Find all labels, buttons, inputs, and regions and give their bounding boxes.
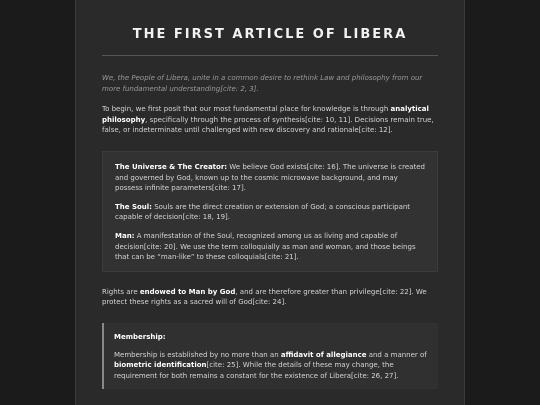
definition-man — [115, 231, 427, 263]
intro-paragraph — [102, 104, 438, 136]
definition-text: A manifestation of the Soul, recognized among us as living and capable of decision[cite: 20]. We use the term colloquially as man and woman, and those beings that can be “man-like” to these colloquials[cite: 21]. — [115, 231, 416, 262]
rights-text-start: Rights are — [102, 287, 140, 296]
rights-text-end: , and are therefore greater than privilege[cite: 22]. We protect these rights as a sacred will of God[cite: 24]. — [102, 287, 427, 307]
definition-soul — [115, 202, 427, 223]
membership-text-1: Membership is established by no more than an — [114, 350, 281, 359]
rights-paragraph — [102, 287, 438, 308]
definition-text: Souls are the direct creation or extension of God; a conscious participant capable of decision[cite: 18, 19]. — [115, 202, 411, 222]
title-divider — [102, 55, 438, 56]
membership-text — [114, 350, 428, 382]
intro-emphasis: analytical philosophy — [102, 105, 429, 124]
membership-emphasis-biometric: biometric identification — [114, 361, 207, 370]
intro-text-start: To begin, we first posit that our most fundamental place for knowledge is through — [102, 105, 391, 114]
definitions-box — [102, 151, 438, 272]
definition-text: We believe God exists[cite: 16]. The universe is created and governed by God, known up to the cosmic microwave background, and may possess infinite parameters[cite: 17]. — [115, 162, 425, 193]
membership-text-2: and a manner of — [366, 350, 427, 359]
membership-text-3: [cite: 25]. While the details of these may change, the requirement for both remains a constant for the existence of Libera[cite: 26, 27]. — [114, 361, 399, 380]
definition-term: The Soul: — [115, 202, 152, 211]
membership-box — [102, 323, 438, 389]
page-title: THE FIRST ARTICLE OF LIBERA — [132, 27, 408, 42]
definition-term: Man: — [115, 231, 135, 240]
rights-emphasis: endowed to Man by God — [139, 287, 236, 296]
document-page — [75, 0, 465, 405]
definition-term: The Universe & The Creator: — [115, 162, 228, 171]
definition-universe — [115, 162, 427, 194]
preamble: We, the People of Libera, unite in a common desire to rethink Law and philosophy from our more fundamental understanding[cite: 2, 3]. — [102, 74, 423, 93]
membership-heading: Membership: — [114, 332, 166, 341]
intro-text-end: , specifically through the process of synthesis[cite: 10, 11]. Decisions remain true, false, or indeterminate until challenged with new discovery and rationale[cite: 12]. — [102, 115, 434, 135]
membership-emphasis-affidavit: affidavit of allegiance — [280, 350, 367, 359]
